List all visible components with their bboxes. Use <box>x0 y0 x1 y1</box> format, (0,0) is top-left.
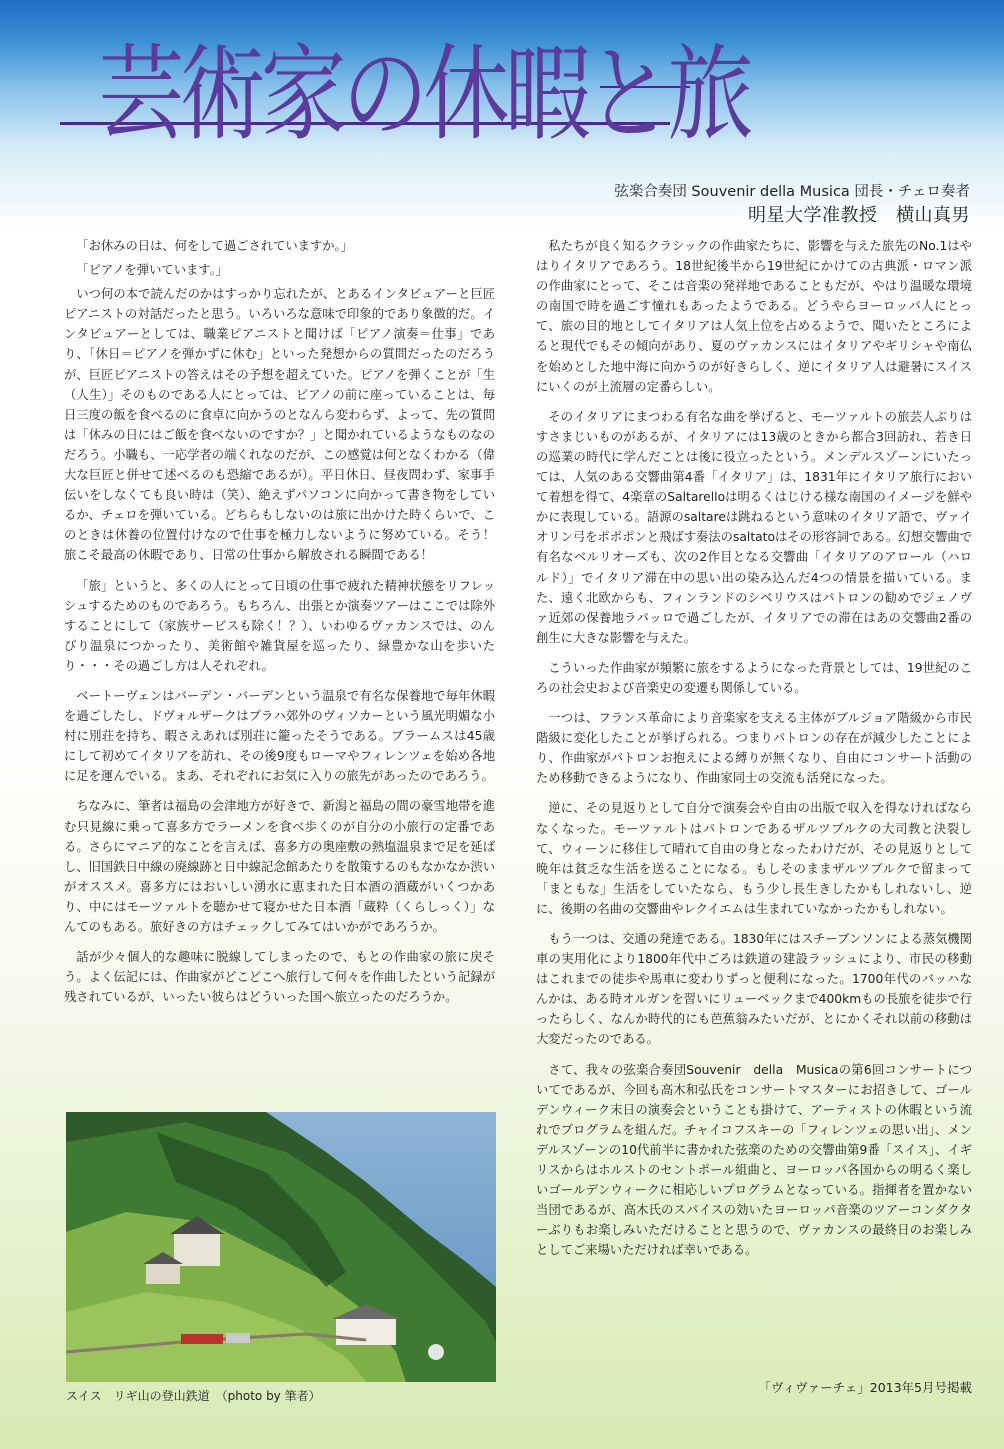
publication-credit: 「ヴィヴァーチェ」2013年5月号掲載 <box>758 1380 972 1395</box>
paragraph: 「ピアノを弾いています。」 <box>76 263 229 278</box>
paragraph: 一つは、フランス革命により音楽家を支える主体がブルジョア階級から市民階級に変化したことが挙げられる。つまりパトロンの存在が減少したことにより、作曲家がパトロンお抱えによる縛りが無くなり、自由にコンサート活動のため移動できるようになり、作曲家同士の交流も活発になった。 <box>536 711 972 786</box>
paragraph: ベートーヴェンはバーデン・バーデンという温泉で有名な保養地で毎年休暇を過ごしたし、ドヴォルザークはプラハ郊外のヴィソカーという風光明媚な小村に別荘を持ち、暇さえあれば別荘に籠ったそうである。ブラームスは45歳にして初めてイタリアを訪れ、その後9度もローマやフィレンツェを始め各地に足を運んでいる。まあ、それぞれにお気に入りの旅先があったのであろう。 <box>64 688 495 784</box>
article-right-column <box>536 236 972 1271</box>
paragraph: 「旅」というと、多くの人にとって日頃の仕事で疲れた精神状態をリフレッシュするためのものであろう。もちろん、出張とか演奏ツアーはここでは除外することにして（家族サービスも除く！？）、いわゆるヴァカンスでは、のんびり温泉につかったり、美術館や雑貨屋を巡ったり、緑豊かな山を歩いたり・・・その過ごし方は人それぞれ。 <box>64 578 495 673</box>
paragraph: ちなみに、筆者は福島の会津地方が好きで、新潟と福島の間の豪雪地帯を進む只見線に乗って喜多方でラーメンを食べ歩くのが自分の小旅行の定番である。さらにマニア的なことを言えば、喜多方の奥座敷の熱塩温泉まで足を延ばし、旧国鉄日中線の廃線跡と日中線記念館あたりを散策するのもなかなか渋いがオススメ。喜多方にはおいしい湧水に恵まれた日本酒の酒蔵がいくつかあり、中にはモーツァルトを聴かせて寝かせた日本酒「蔵粋（くらしっく）」なんてのもある。旅好きの方はチェックしてみてはいかがであろうか。 <box>64 799 495 934</box>
paragraph: 話が少々個人的な趣味に脱線してしまったので、もとの作曲家の旅に戻そう。よく伝記には、作曲家がどこどこへ旅行して何々を作曲したという記録が残されているが、いったい彼らはどういった国へ旅立ったのだろうか。 <box>64 950 495 1005</box>
author-name: 明星大学准教授 横山真男 <box>748 205 970 226</box>
paragraph: 逆に、その見返りとして自分で演奏会や自由の出版で収入を得なければならなくなった。モーツァルトはパトロンであるザルツブルクの大司教と決裂して、ウィーンに移住して晴れて自由の身となったわけだが、その見返りとして晩年は貧乏な生活を送ることになる。もしそのままザルツブルクで留まって「まともな」生活をしていたなら、もう少し長生きしたかもしれないし、逆に、後期の名曲の交響曲やレクイエムは生まれていなかったかもしれない。 <box>536 801 972 916</box>
mountain-railway-photo <box>66 1112 496 1382</box>
paragraph: そのイタリアにまつわる有名な曲を挙げると、モーツァルトの旅芸人ぶりはすさまじいものがあるが、イタリアには13歳のときから都合3回訪れ、若き日の巡業の時代に学んだことは後に役立ったという。メンデルスゾーンにいたっては、人気のある交響曲第4番「イタリア」は、1831年にイタリア旅行において着想を得て、4楽章のSaltarelloは明るくはじける様な南国のイメージを鮮やかに表現している。語源のsaltareは跳ねるという意味のイタリア語で、ヴァイオリン弓をポポポンと飛ばす奏法のsaltatoはその形容詞である。幻想交響曲で有名なベルリオーズも、次の2作目となる交響曲「イタリアのアロール（ハロルド）」でイタリア滞在中の思い出の染み込んだ4つの情景を描いている。また、遠く北欧からも、フィンランドのシベリウスはパトロンの勧めでジェノヴァ近郊の保養地ラパッロで過ごしたが、イタリアでの滞在はあの交響曲2番の創生に大きな影響を与えた。 <box>536 409 972 645</box>
photo-caption: スイス リギ山の登山鉄道 （photo by 筆者） <box>66 1389 321 1403</box>
paragraph: さて、我々の弦楽合奏団Souvenir della Musicaの第6回コンサートについてであるが、今回も高木和弘氏をコンサートマスターにお招きして、ゴールデンウィーク末日の演奏会ということも掛けて、アーティストの休暇という流れでプログラムを組んだ。チャイコフスキーの「フィレンツェの思い出」、メンデルスゾーンの10代前半に書かれた弦楽のための交響曲第9番「スイス」、イギリスからはホルストのセントポール組曲と、ヨーロッパ各国からの明るく楽しいゴールデンウィークに相応しいプログラムとなっている。指揮者を置かない当団であるが、高木氏のスパイスの効いたヨーロッパ音楽のツアーコンダクターぶりもお楽しみいただけることと思うので、ヴァカンスの最終日のお楽しみとしてご来場いただければ幸いである。 <box>536 1062 972 1258</box>
paragraph: もう一つは、交通の発達である。1830年にはスチーブンソンによる蒸気機関車の実用化により1800年代中ごろは鉄道の建設ラッシュにより、市民の移動はこれまでの徒歩や馬車に変わりずっと便利になった。1700年代のバッハなんかは、ある時オルガンを習いにリューベックまで400kmもの長旅を徒歩で行ったらしく、なんか時代的にも芭蕉翁みたいだが、とにかくそれ以前の移動は大変だったのである。 <box>536 932 972 1047</box>
author-affiliation: 弦楽合奏団 Souvenir della Musica 団長・チェロ奏者 <box>614 184 970 200</box>
article-left-column <box>64 236 495 1017</box>
page-title: 芸術家の休暇と旅 <box>98 33 749 155</box>
paragraph: いつ何の本で読んだのかはすっかり忘れたが、とあるインタビュアーと巨匠ピアニストの対話だったと思う。いろいろな意味で印象的であり象徴的だ。インタビュアーとしては、職業ピアニストと聞けば「ピアノ演奏＝仕事」であり、「休日＝ピアノを弾かずに休む」といった発想からの質問だったのだろうが、巨匠ピアニストの答えはその予想を超えていた。ピアノを弾くことが「生（人生）」そのものである人にとっては、ピアノの前に座っていることは、毎日三度の飯を食べるのに食卓に向かうのとなんら変わらず、よって、先の質問は「休みの日にはご飯を食べないのですか？」と聞かれているようなものなのだろう。小職も、一応学者の端くれなのだが、この感覚は何となくわかる（偉大な巨匠と併せて述べるのも恐縮であるが）。平日休日、昼夜問わず、家事手伝いをしなくても良い時は（笑）、絶えずパソコンに向かって書き物をしているか、チェロを弾いている。どちらもしないのは旅に出かけた時くらいで、このときは休養の位置付けなので仕事を極力しないように努めている。そう！ 旅こそ最高の休暇であり、日常の仕事から解放される瞬間である！ <box>64 287 495 563</box>
paragraph: こういった作曲家が頻繁に旅をするようになった背景としては、19世紀のころの社会史および音楽史の変遷も関係している。 <box>536 660 972 695</box>
paragraph: 「お休みの日は、何をして過ごされていますか。」 <box>76 239 353 253</box>
paragraph: 私たちが良く知るクラシックの作曲家たちに、影響を与えた旅先のNo.1はやはりイタリアであろう。18世紀後半から19世紀にかけての古典派・ロマン派の作曲家にとって、そこは音楽の発祥地であることもだが、やはり温暖な環境の南国で時を過ごす憧れもあったようである。どうやらヨーロッパ人にとって、旅の目的地としてイタリアは人気上位を占めるようで、聞いたところによると現代でもその傾向があり、夏のヴァカンスにはイタリアやギリシャや南仏を始めとした地中海に向かうのが好きらしく、逆にイタリア人は避暑にスイスにいくのが上流層の定番らしい。 <box>536 239 972 394</box>
